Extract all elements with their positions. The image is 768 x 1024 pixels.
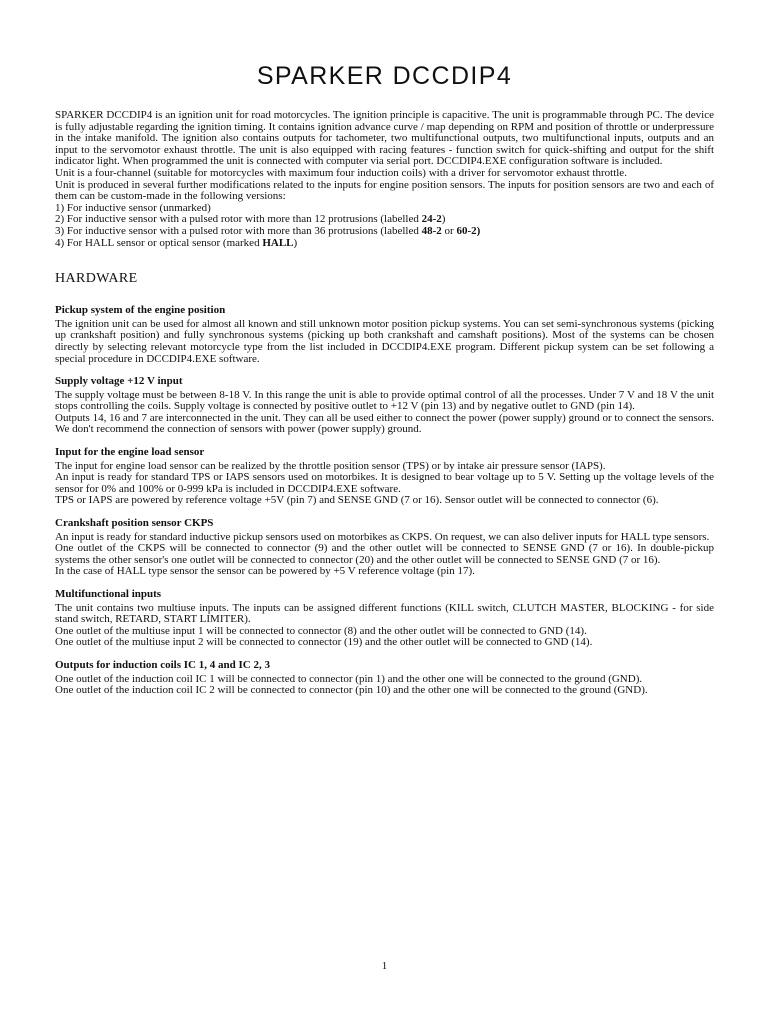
intro-paragraph: Unit is produced in several further modifications related to the inputs for engine position sensors. The inputs for position sensors are two and each of them can be custom-made in the following versions: bbox=[55, 178, 714, 203]
subsection-heading: Multifunctional inputs bbox=[55, 588, 162, 600]
list-item bbox=[55, 238, 714, 250]
list-item-text: 2) For inductive sensor with a pulsed rotor with more than 12 protrusions (labelled bbox=[55, 213, 422, 226]
document-body bbox=[55, 110, 714, 697]
page-number: 1 bbox=[381, 960, 388, 972]
subsection-heading: Crankshaft position sensor CKPS bbox=[55, 517, 214, 530]
list-item-text: ) bbox=[441, 213, 446, 226]
list-item-text: ) bbox=[293, 236, 298, 249]
paragraph: The ignition unit can be used for almost all known and still unknown motor position pickup systems. You can set semi-synchronous systems (picking up crankshaft position) and fully synchronous systems (picking up both crankshaft and camshaft positions). Most of the systems can be chosen directly by selecting relevant motorcycle type from the list included in DCCDIP4.EXE program. Different pickup system can be set following a special procedure in DCCDIP4.EXE software. bbox=[55, 317, 714, 365]
subsection-heading: Supply voltage +12 V input bbox=[55, 375, 183, 388]
subsection-load-sensor bbox=[55, 447, 714, 507]
paragraph: One outlet of the CKPS will be connected to connector (9) and the other outlet will be connected to SENSE GND (7 or 16). In double-pickup systems the other sensor's one outlet will be connected to connector (20) and the other outlet will be connected to SENSE GND (7 or 16). bbox=[55, 542, 714, 566]
subsection-heading: Outputs for induction coils IC 1, 4 and IC 2, 3 bbox=[55, 658, 270, 671]
subsection-heading: Input for the engine load sensor bbox=[55, 446, 205, 459]
subsection-ckps bbox=[55, 518, 714, 578]
intro-paragraph: SPARKER DCCDIP4 is an ignition unit for road motorcycles. The ignition principle is capacitive. The unit is programmable through PC. The device is fully adjustable regarding the ignition timing. It contains ignition advance curve / map depending on RPM and position of throttle or underpressure in the intake manifold. The ignition also contains outputs for tachometer, two multifunctional outputs, two multifunctional inputs, outputs and an input to the servomotor exhaust throttle. The unit is also equipped with racing features - function switch for quick-shifting and output for the shift indicator light. When programmed the unit is connected with computer via serial port. DCCDIP4.EXE configuration software is included. bbox=[55, 109, 714, 168]
paragraph: One outlet of the multiuse input 1 will be connected to connector (8) and the other outlet will be connected to GND (14). bbox=[55, 624, 587, 637]
intro-paragraph: Unit is a four-channel (suitable for motorcycles with maximum four induction coils) with a driver for servomotor exhaust throttle. bbox=[55, 166, 627, 179]
subsection-heading: Pickup system of the engine position bbox=[55, 304, 226, 317]
subsection-multifunctional-inputs bbox=[55, 589, 714, 649]
document-title: SPARKER DCCDIP4 bbox=[256, 62, 513, 90]
list-item-label: 48-2 bbox=[421, 224, 442, 237]
paragraph: One outlet of the multiuse input 2 will be connected to connector (19) and the other outlet will be connected to GND (14). bbox=[55, 636, 593, 649]
paragraph: Outputs 14, 16 and 7 are interconnected in the unit. They can all be used either to connect the power (power supply) ground or to connect the sensors. We don't recommend the connection of sensors with power (power supply) ground. bbox=[55, 411, 714, 436]
section-heading-hardware: HARDWARE bbox=[55, 271, 138, 287]
subsection-induction-coils bbox=[55, 660, 714, 697]
paragraph: TPS or IAPS are powered by reference voltage +5V (pin 7) and SENSE GND (7 or 16). Sensor outlet will be connected to connector (6). bbox=[55, 494, 659, 507]
list-item-text: 3) For inductive sensor with a pulsed rotor with more than 36 protrusions (labelled bbox=[55, 224, 422, 237]
paragraph: The input for engine load sensor can be realized by the throttle position sensor (TPS) or by intake air pressure sensor (IAPS). bbox=[55, 459, 606, 472]
list-item: 1) For inductive sensor (unmarked) bbox=[55, 201, 211, 214]
intro-section bbox=[55, 110, 714, 249]
paragraph: In the case of HALL type sensor the sensor can be powered by +5 V reference voltage (pin 17). bbox=[55, 565, 475, 578]
paragraph: The supply voltage must be between 8-18 V. In this range the unit is able to provide optimal control of all the processes. Under 7 V and 18 V the unit stops controlling the coils. Supply voltage is connected by positive outlet to +12 V (pin 13) and by negative outlet to GND (pin 14). bbox=[55, 388, 714, 413]
paragraph: The unit contains two multiuse inputs. The inputs can be assigned different functions (KILL switch, CLUTCH MASTER, BLOCKING - for side stand switch, RETARD, START LIMITER). bbox=[55, 601, 714, 626]
subsection-pickup bbox=[55, 305, 714, 365]
list-item-label: 24-2 bbox=[421, 213, 442, 226]
subsection-supply bbox=[55, 376, 714, 436]
list-item-text: or bbox=[441, 224, 457, 237]
paragraph: One outlet of the induction coil IC 1 will be connected to connector (pin 1) and the other one will be connected to the ground (GND). bbox=[55, 672, 643, 685]
paragraph: One outlet of the induction coil IC 2 will be connected to connector (pin 10) and the other one will be connected to the ground (GND). bbox=[55, 684, 648, 697]
list-item-label: 60-2) bbox=[456, 224, 481, 237]
list-item-label: HALL bbox=[262, 236, 294, 249]
sensor-version-list bbox=[55, 203, 714, 249]
paragraph: An input is ready for standard inductive pickup sensors used on motorbikes as CKPS. On request, we can also deliver inputs for HALL type sensors. bbox=[55, 530, 710, 543]
list-item-text: 4) For HALL sensor or optical sensor (marked bbox=[55, 236, 263, 249]
paragraph: An input is ready for standard TPS or IAPS sensors used on motorbikes. It is designed to bear voltage up to 5 V. Setting up the voltage levels of the sensor for 0% and 100% or 0-999 kPa is included in DCCDIP4.EXE software. bbox=[55, 471, 714, 495]
